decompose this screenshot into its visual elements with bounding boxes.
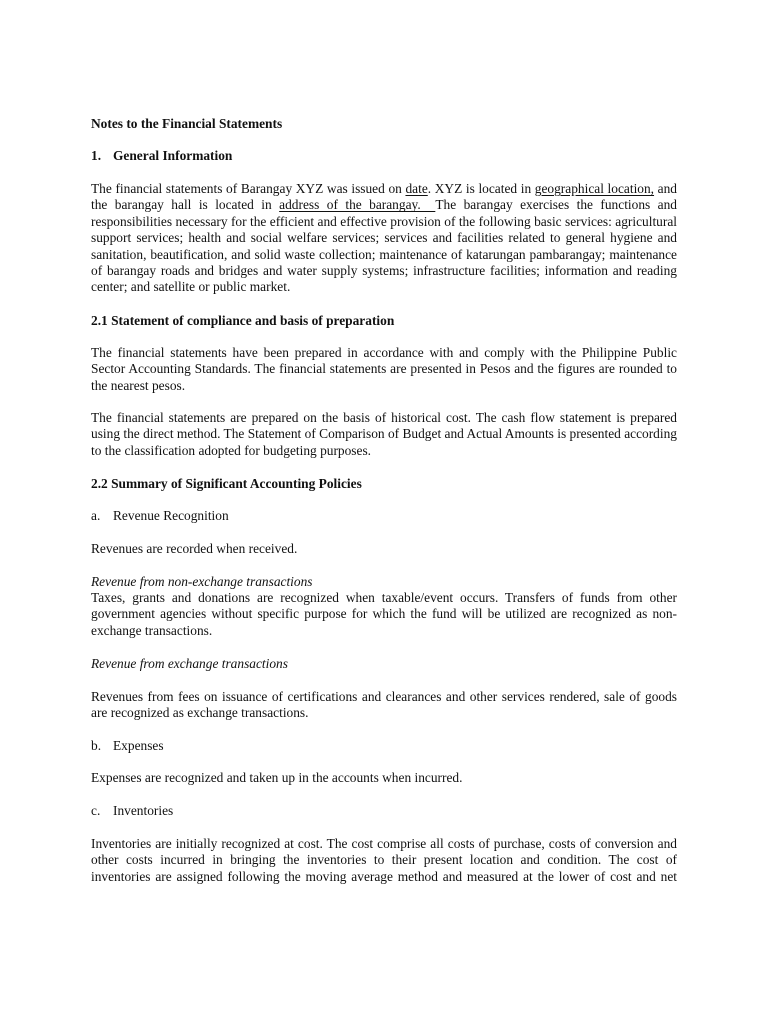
- document-title: Notes to the Financial Statements: [91, 116, 283, 131]
- subsection-c-marker: c.: [91, 803, 101, 818]
- subsection-a-heading: [91, 508, 677, 524]
- gi-text-2: . XYZ is located in: [427, 181, 535, 196]
- section-1-heading: [91, 148, 677, 164]
- gi-text-1: The financial statements of Barangay XYZ was issued on: [91, 181, 406, 196]
- section-2-2-heading: 2.2 Summary of Significant Accounting Policies: [91, 476, 362, 491]
- section-2-1-heading: 2.1 Statement of compliance and basis of preparation: [91, 313, 395, 328]
- gi-text-3: and the barangay hall is located in: [91, 181, 678, 213]
- subsection-c-title: Inventories: [113, 803, 174, 818]
- address-placeholder: address of the barangay.: [279, 197, 436, 213]
- non-exchange-subheading: Revenue from non-exchange transactions: [91, 574, 313, 589]
- section-1-number: 1.: [91, 148, 102, 163]
- compliance-paragraph-1: The financial statements have been prepared in accordance with and comply with the Philippine Public Sector Accounting Standards. The financial statements are presented in Pesos and the figures are rounded to the nearest pesos.: [91, 345, 677, 393]
- exchange-subheading: Revenue from exchange transactions: [91, 656, 288, 671]
- non-exchange-paragraph: Taxes, grants and donations are recognized when taxable/event occurs. Transfers of funds from other government agencies without specific purpose for which the fund will be utilized are recognized as non-exchange transactions.: [91, 590, 677, 638]
- inventories-paragraph: Inventories are initially recognized at cost. The cost comprise all costs of purchase, costs of conversion and other costs incurred in bringing the inventories to their present location and condition. The cost of inventories are assigned following the moving average method and measured at the lower of cost and net: [91, 836, 677, 884]
- subsection-b-marker: b.: [91, 738, 102, 753]
- general-information-paragraph: [91, 181, 677, 296]
- subsection-a-marker: a.: [91, 508, 101, 523]
- subsection-c-heading: [91, 803, 677, 819]
- subsection-b-title: Expenses: [113, 738, 164, 753]
- subsection-a-title: Revenue Recognition: [113, 508, 229, 523]
- geographical-location-placeholder: geographical location,: [534, 181, 655, 196]
- subsection-b-heading: [91, 738, 677, 754]
- date-placeholder: date: [405, 181, 428, 196]
- revenue-recognition-paragraph: Revenues are recorded when received.: [91, 541, 298, 556]
- compliance-paragraph-2: The financial statements are prepared on the basis of historical cost. The cash flow statement is prepared using the direct method. The Statement of Comparison of Budget and Actual Amounts is presented according to the classification adopted for budgeting purposes.: [91, 410, 677, 458]
- exchange-paragraph: Revenues from fees on issuance of certifications and clearances and other services rendered, sale of goods are recognized as exchange transactions.: [91, 689, 677, 721]
- gi-text-4: The barangay exercises the functions and responsibilities necessary for the efficient and effective provision of the following basic services: agricultural support services; health and social welfare services; services and facilities related to general hygiene and sanitation, beautification, and solid waste collection; maintenance of katarungan pambarangay; maintenance of barangay roads and bridges and water supply systems; infrastructure facilities; information and reading center; and satellite or public market.: [91, 197, 678, 295]
- expenses-paragraph: Expenses are recognized and taken up in the accounts when incurred.: [91, 770, 463, 785]
- section-1-title: General Information: [113, 148, 233, 163]
